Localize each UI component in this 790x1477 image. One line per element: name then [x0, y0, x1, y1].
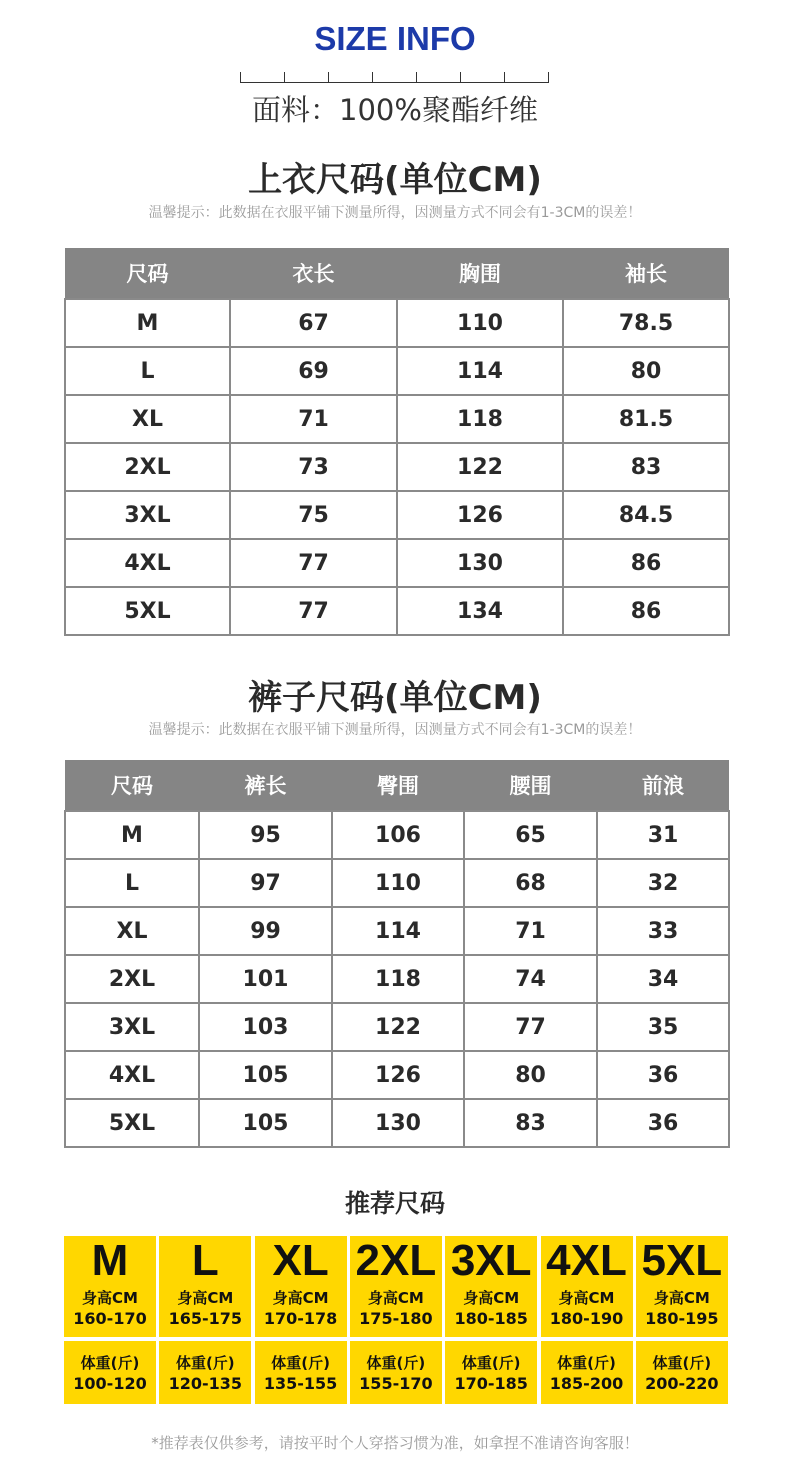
pants-size-title: 裤子尺码(单位CM): [248, 678, 542, 718]
recommend-size: M: [91, 1236, 129, 1285]
top-size-note: 温馨提示：此数据在衣服平铺下测量所得，因测量方式不同会有1-3CM的误差！: [148, 205, 642, 221]
measurement-cell: 33: [597, 907, 729, 955]
height-label: 身高CM: [653, 1289, 710, 1307]
recommend-card: [255, 1236, 347, 1404]
size-cell: 2XL: [65, 443, 230, 491]
table-row: [65, 491, 729, 539]
recommend-weight-block: [255, 1341, 347, 1404]
weight-range: 155-170: [359, 1374, 433, 1393]
table-header-row: [65, 760, 729, 811]
table-row: [65, 587, 729, 635]
measurement-cell: 77: [230, 587, 397, 635]
recommend-height-block: [445, 1236, 537, 1337]
recommend-height-block: [350, 1236, 442, 1337]
measurement-cell: 134: [397, 587, 563, 635]
table-row: [65, 859, 729, 907]
recommend-card: [64, 1236, 156, 1404]
measurement-cell: 110: [397, 299, 563, 347]
table-row: [65, 1003, 729, 1051]
measurement-cell: 105: [199, 1099, 332, 1147]
pants-size-table: [64, 760, 730, 1148]
size-cell: 5XL: [65, 587, 230, 635]
recommend-height-block: [64, 1236, 156, 1337]
pants-size-note: 温馨提示：此数据在衣服平铺下测量所得，因测量方式不同会有1-3CM的误差！: [148, 722, 642, 738]
recommend-height-block: [255, 1236, 347, 1337]
weight-label: 体重(斤): [557, 1354, 616, 1372]
measurement-cell: 105: [199, 1051, 332, 1099]
height-range: 180-185: [454, 1309, 528, 1328]
size-cell: 3XL: [65, 1003, 199, 1051]
measurement-cell: 68: [464, 859, 597, 907]
height-range: 170-178: [263, 1309, 338, 1328]
weight-range: 170-185: [454, 1374, 528, 1393]
weight-range: 120-135: [168, 1374, 243, 1393]
measurement-cell: 75: [230, 491, 397, 539]
measurement-cell: 97: [199, 859, 332, 907]
recommend-height-block: [636, 1236, 728, 1337]
column-header: 前浪: [597, 760, 729, 811]
recommend-card: [159, 1236, 251, 1404]
weight-range: 185-200: [549, 1374, 624, 1393]
measurement-cell: 122: [397, 443, 563, 491]
weight-label: 体重(斤): [271, 1354, 330, 1372]
measurement-cell: 78.5: [563, 299, 729, 347]
height-range: 160-170: [73, 1309, 147, 1328]
recommend-grid: [64, 1236, 728, 1404]
size-cell: L: [65, 859, 199, 907]
size-cell: M: [65, 299, 230, 347]
recommend-size: 3XL: [450, 1236, 532, 1285]
weight-label: 体重(斤): [80, 1354, 140, 1372]
measurement-cell: 126: [332, 1051, 464, 1099]
measurement-cell: 126: [397, 491, 563, 539]
measurement-cell: 36: [597, 1051, 729, 1099]
size-cell: L: [65, 347, 230, 395]
recommend-size: 4XL: [546, 1236, 627, 1285]
table-header-row: [65, 248, 729, 299]
table-row: [65, 347, 729, 395]
measurement-cell: 84.5: [563, 491, 729, 539]
table-row: [65, 811, 729, 859]
measurement-cell: 31: [597, 811, 729, 859]
recommend-size: 5XL: [641, 1236, 723, 1285]
height-label: 身高CM: [177, 1289, 234, 1307]
footer-note: *推荐表仅供参考，请按平时个人穿搭习惯为准，如拿捏不准请咨询客服！: [151, 1434, 639, 1452]
measurement-cell: 130: [332, 1099, 464, 1147]
measurement-cell: 130: [397, 539, 563, 587]
measurement-cell: 71: [230, 395, 397, 443]
measurement-cell: 74: [464, 955, 597, 1003]
table-row: [65, 443, 729, 491]
column-header: 臀围: [332, 760, 464, 811]
recommend-weight-block: [636, 1341, 728, 1404]
measurement-cell: 32: [597, 859, 729, 907]
recommend-height-block: [541, 1236, 633, 1337]
recommend-card: [636, 1236, 728, 1404]
size-cell: 4XL: [65, 539, 230, 587]
measurement-cell: 118: [332, 955, 464, 1003]
column-header: 衣长: [230, 248, 397, 299]
column-header: 尺码: [65, 248, 230, 299]
fabric-material: 面料：100%聚酯纤维: [252, 93, 538, 127]
measurement-cell: 65: [464, 811, 597, 859]
recommend-size: 2XL: [355, 1236, 437, 1285]
weight-range: 200-220: [645, 1374, 719, 1393]
weight-label: 体重(斤): [461, 1354, 521, 1372]
size-cell: 4XL: [65, 1051, 199, 1099]
top-size-title: 上衣尺码(单位CM): [248, 160, 542, 200]
recommend-weight-block: [159, 1341, 251, 1404]
weight-range: 135-155: [263, 1374, 338, 1393]
height-label: 身高CM: [272, 1289, 329, 1307]
measurement-cell: 80: [563, 347, 729, 395]
recommend-weight-block: [445, 1341, 537, 1404]
measurement-cell: 118: [397, 395, 563, 443]
column-header: 裤长: [199, 760, 332, 811]
page-title: SIZE INFO: [314, 20, 476, 57]
measurement-cell: 36: [597, 1099, 729, 1147]
weight-label: 体重(斤): [175, 1354, 235, 1372]
measurement-cell: 77: [464, 1003, 597, 1051]
recommend-size: L: [191, 1236, 219, 1285]
recommend-card: [541, 1236, 633, 1404]
recommend-weight-block: [350, 1341, 442, 1404]
measurement-cell: 80: [464, 1051, 597, 1099]
measurement-cell: 71: [464, 907, 597, 955]
recommend-card: [350, 1236, 442, 1404]
weight-range: 100-120: [73, 1374, 147, 1393]
measurement-cell: 69: [230, 347, 397, 395]
column-header: 腰围: [464, 760, 597, 811]
height-range: 180-190: [549, 1309, 624, 1328]
measurement-cell: 99: [199, 907, 332, 955]
size-cell: 2XL: [65, 955, 199, 1003]
measurement-cell: 95: [199, 811, 332, 859]
measurement-cell: 67: [230, 299, 397, 347]
measurement-cell: 101: [199, 955, 332, 1003]
measurement-cell: 86: [563, 539, 729, 587]
measurement-cell: 81.5: [563, 395, 729, 443]
size-cell: XL: [65, 395, 230, 443]
column-header: 袖长: [563, 248, 729, 299]
recommend-weight-block: [541, 1341, 633, 1404]
height-label: 身高CM: [463, 1289, 520, 1307]
size-cell: XL: [65, 907, 199, 955]
weight-label: 体重(斤): [366, 1354, 426, 1372]
measurement-cell: 103: [199, 1003, 332, 1051]
measurement-cell: 86: [563, 587, 729, 635]
measurement-cell: 34: [597, 955, 729, 1003]
table-row: [65, 907, 729, 955]
table-row: [65, 395, 729, 443]
height-label: 身高CM: [558, 1289, 615, 1307]
height-range: 180-195: [645, 1309, 719, 1328]
measurement-cell: 83: [563, 443, 729, 491]
measurement-cell: 77: [230, 539, 397, 587]
measurement-cell: 73: [230, 443, 397, 491]
height-label: 身高CM: [367, 1289, 424, 1307]
measurement-cell: 83: [464, 1099, 597, 1147]
table-row: [65, 1051, 729, 1099]
height-range: 175-180: [359, 1309, 433, 1328]
height-range: 165-175: [168, 1309, 243, 1328]
table-row: [65, 299, 729, 347]
table-row: [65, 955, 729, 1003]
size-cell: M: [65, 811, 199, 859]
recommend-size: XL: [272, 1236, 329, 1285]
recommend-height-block: [159, 1236, 251, 1337]
measurement-cell: 122: [332, 1003, 464, 1051]
size-cell: 3XL: [65, 491, 230, 539]
top-size-table: [64, 248, 730, 636]
column-header: 胸围: [397, 248, 563, 299]
measurement-cell: 35: [597, 1003, 729, 1051]
measurement-cell: 114: [397, 347, 563, 395]
table-row: [65, 1099, 729, 1147]
measurement-cell: 114: [332, 907, 464, 955]
recommend-weight-block: [64, 1341, 156, 1404]
decorative-ruler: [240, 72, 549, 83]
weight-label: 体重(斤): [652, 1354, 712, 1372]
measurement-cell: 106: [332, 811, 464, 859]
measurement-cell: 110: [332, 859, 464, 907]
recommend-card: [445, 1236, 537, 1404]
size-cell: 5XL: [65, 1099, 199, 1147]
table-row: [65, 539, 729, 587]
height-label: 身高CM: [82, 1289, 138, 1307]
recommend-title: 推荐尺码: [344, 1189, 445, 1218]
column-header: 尺码: [65, 760, 199, 811]
